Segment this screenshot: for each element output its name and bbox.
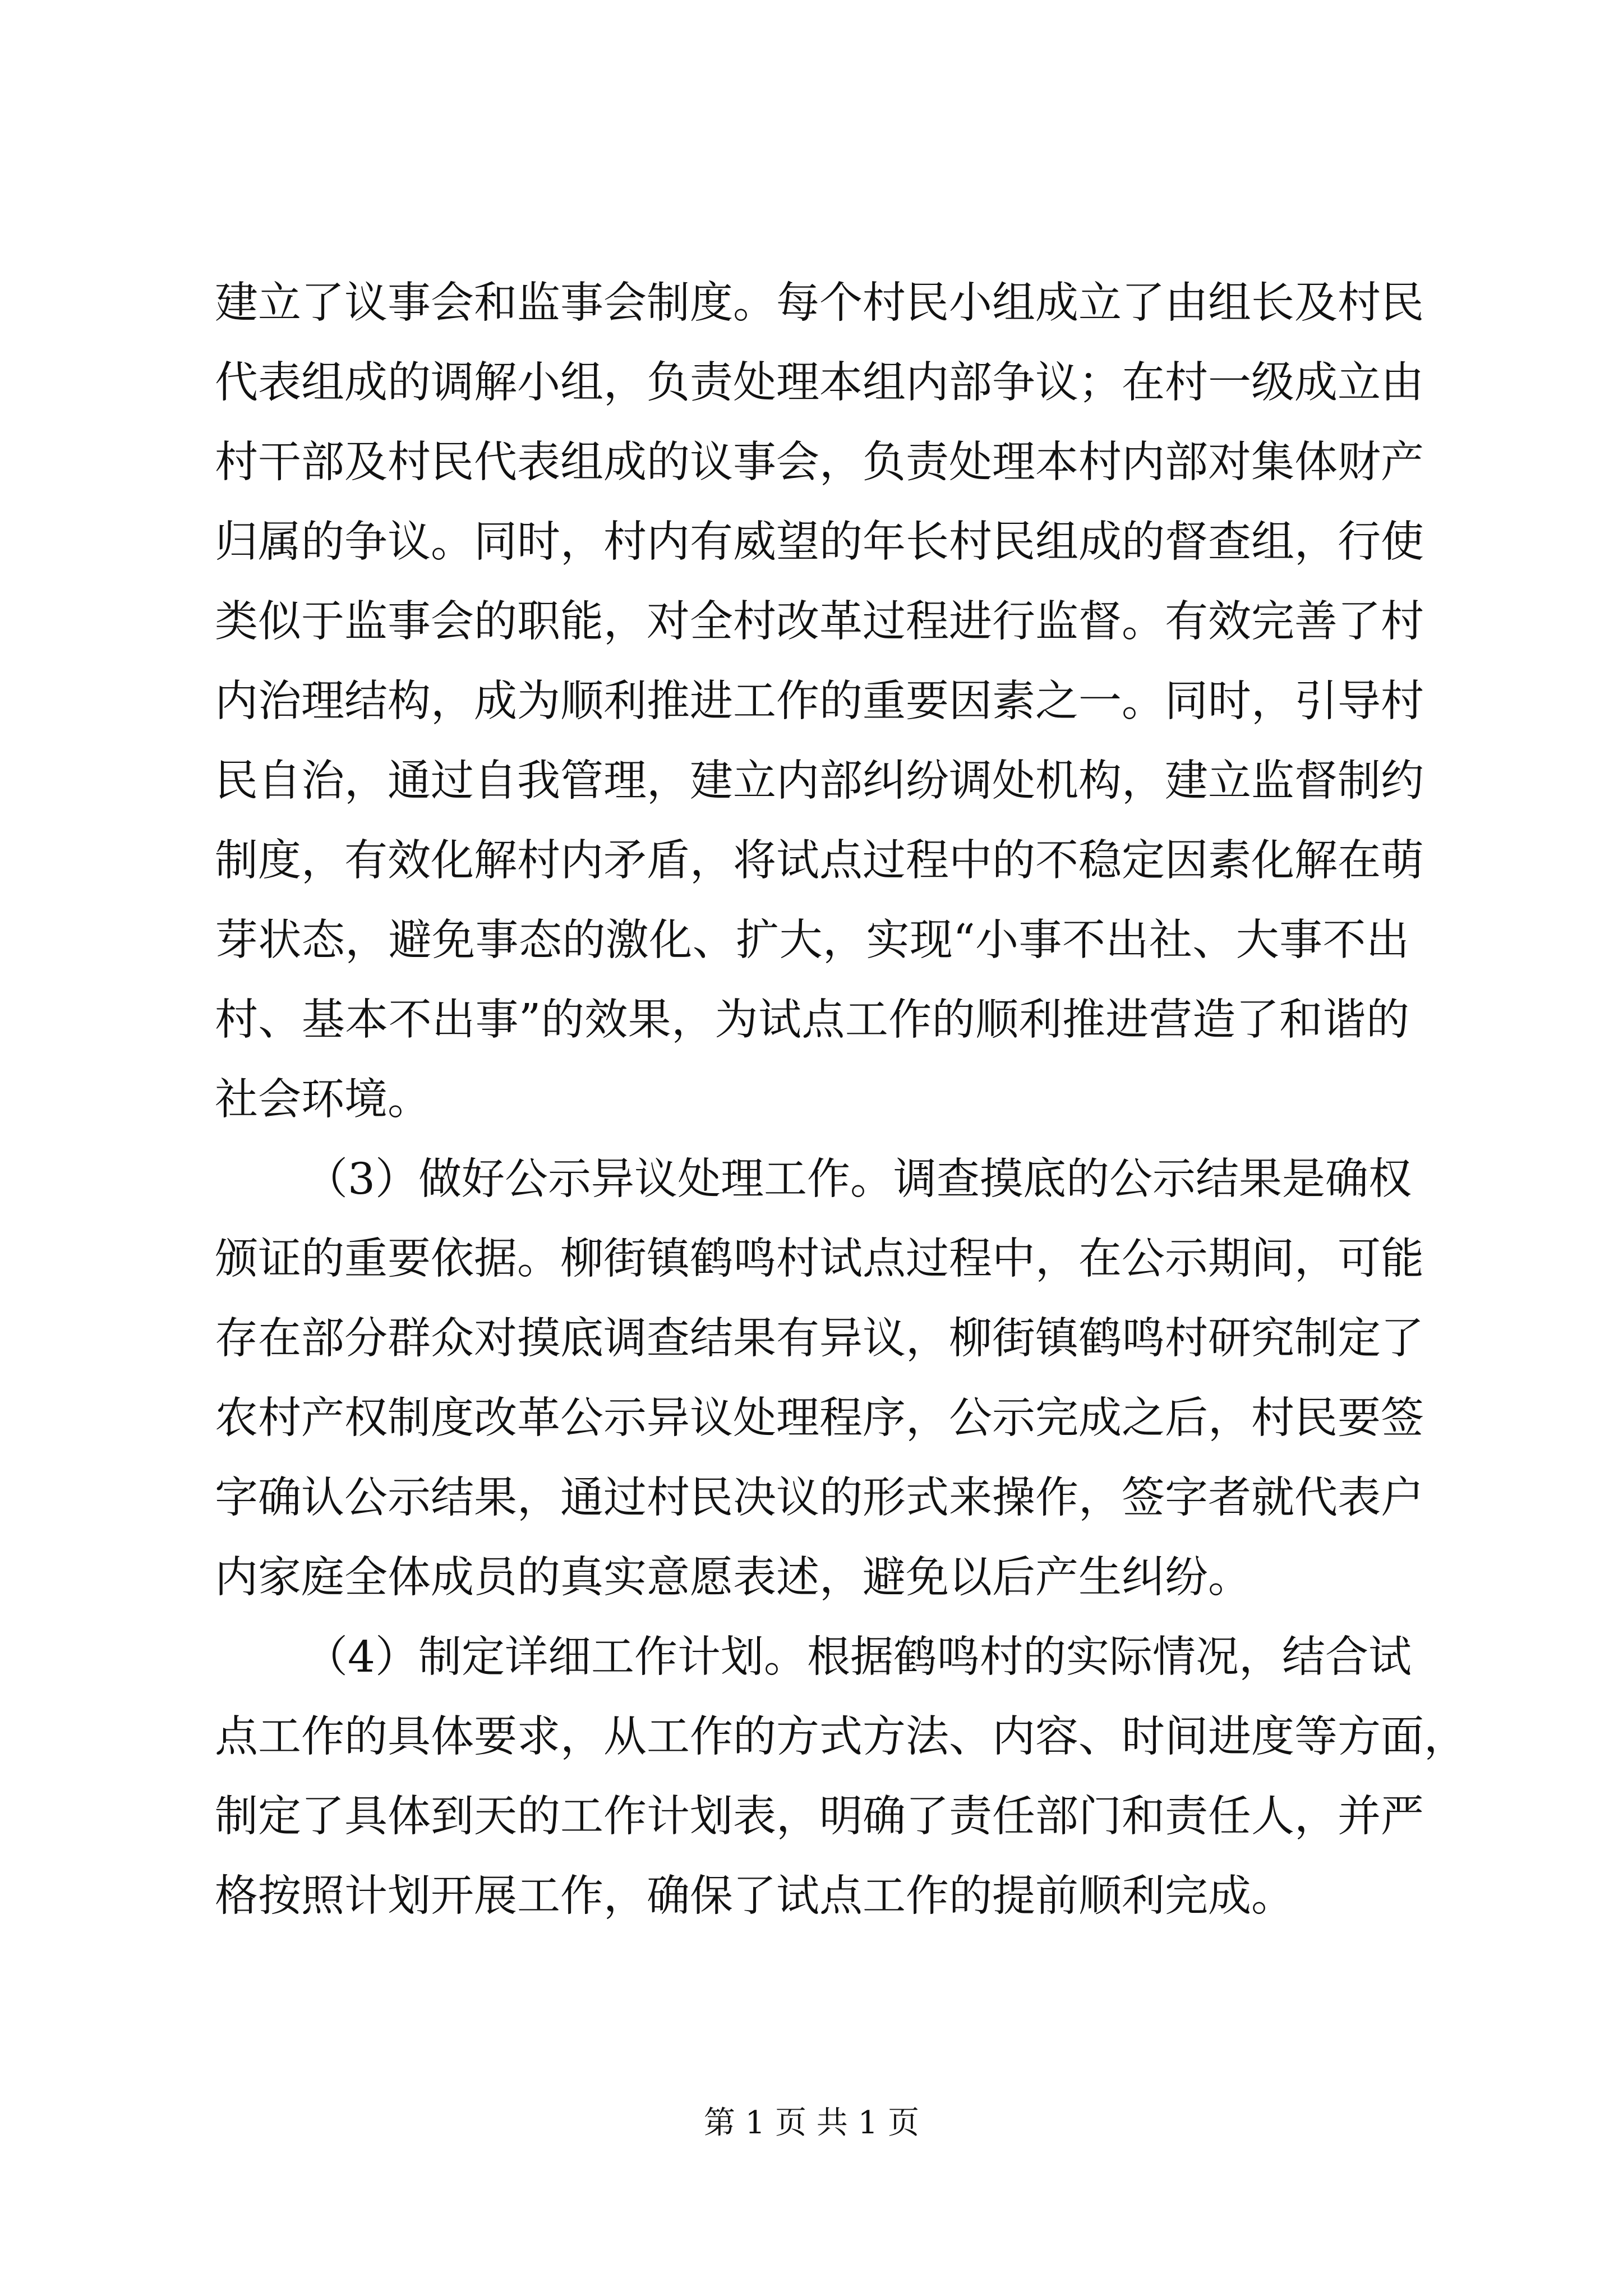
text-line: 颁证的重要依据。柳街镇鹤鸣村试点过程中，在公示期间，可能 (215, 1234, 1424, 1284)
text-line: 农村产权制度改革公示异议处理程序，公示完成之后，村民要签 (215, 1393, 1424, 1443)
text-line: 建立了议事会和监事会制度。每个村民小组成立了由组长及村民 (215, 278, 1424, 328)
text-line: 点工作的具体要求，从工作的方式方法、内容、时间进度等方面， (215, 1712, 1467, 1762)
text-line: 归属的争议。同时，村内有威望的年长村民组成的督查组，行使 (215, 517, 1424, 567)
text-line: 制度，有效化解村内矛盾，将试点过程中的不稳定因素化解在萌 (215, 836, 1424, 886)
section-3-heading-line: （3）做好公示异议处理工作。调查摸底的公示结果是确权 (305, 1154, 1412, 1204)
text-line: 类似于监事会的职能，对全村改革过程进行监督。有效完善了村 (215, 597, 1424, 647)
text-line: 社会环境。 (215, 1075, 431, 1125)
text-line: 存在部分群众对摸底调查结果有异议，柳街镇鹤鸣村研究制定了 (215, 1314, 1424, 1364)
text-line: 村干部及村民代表组成的议事会，负责处理本村内部对集体财产 (215, 438, 1424, 487)
text-line: 民自治，通过自我管理，建立内部纠纷调处机构，建立监督制约 (215, 756, 1424, 806)
section-4-heading-line: （4）制定详细工作计划。根据鹤鸣村的实际情况，结合试 (305, 1632, 1412, 1682)
body-text (215, 264, 1467, 1936)
text-line: 制定了具体到天的工作计划表，明确了责任部门和责任人，并严 (215, 1792, 1424, 1842)
text-line: 代表组成的调解小组，负责处理本组内部争议；在村一级成立由 (215, 358, 1424, 408)
text-line: 字确认公示结果，通过村民决议的形式来操作，签字者就代表户 (215, 1473, 1424, 1523)
text-line: 内家庭全体成员的真实意愿表述，避免以后产生纠纷。 (215, 1553, 1251, 1603)
text-line: 芽状态，避免事态的激化、扩大，实现“小事不出社、大事不出 (215, 915, 1409, 965)
page-number-footer: 第 1 页 共 1 页 (703, 2105, 920, 2141)
text-line: 内治理结构，成为顺利推进工作的重要因素之一。同时，引导村 (215, 677, 1424, 726)
text-line: 村、基本不出事”的效果，为试点工作的顺利推进营造了和谐的 (215, 995, 1409, 1045)
text-line: 格按照计划开展工作，确保了试点工作的提前顺利完成。 (215, 1871, 1294, 1921)
